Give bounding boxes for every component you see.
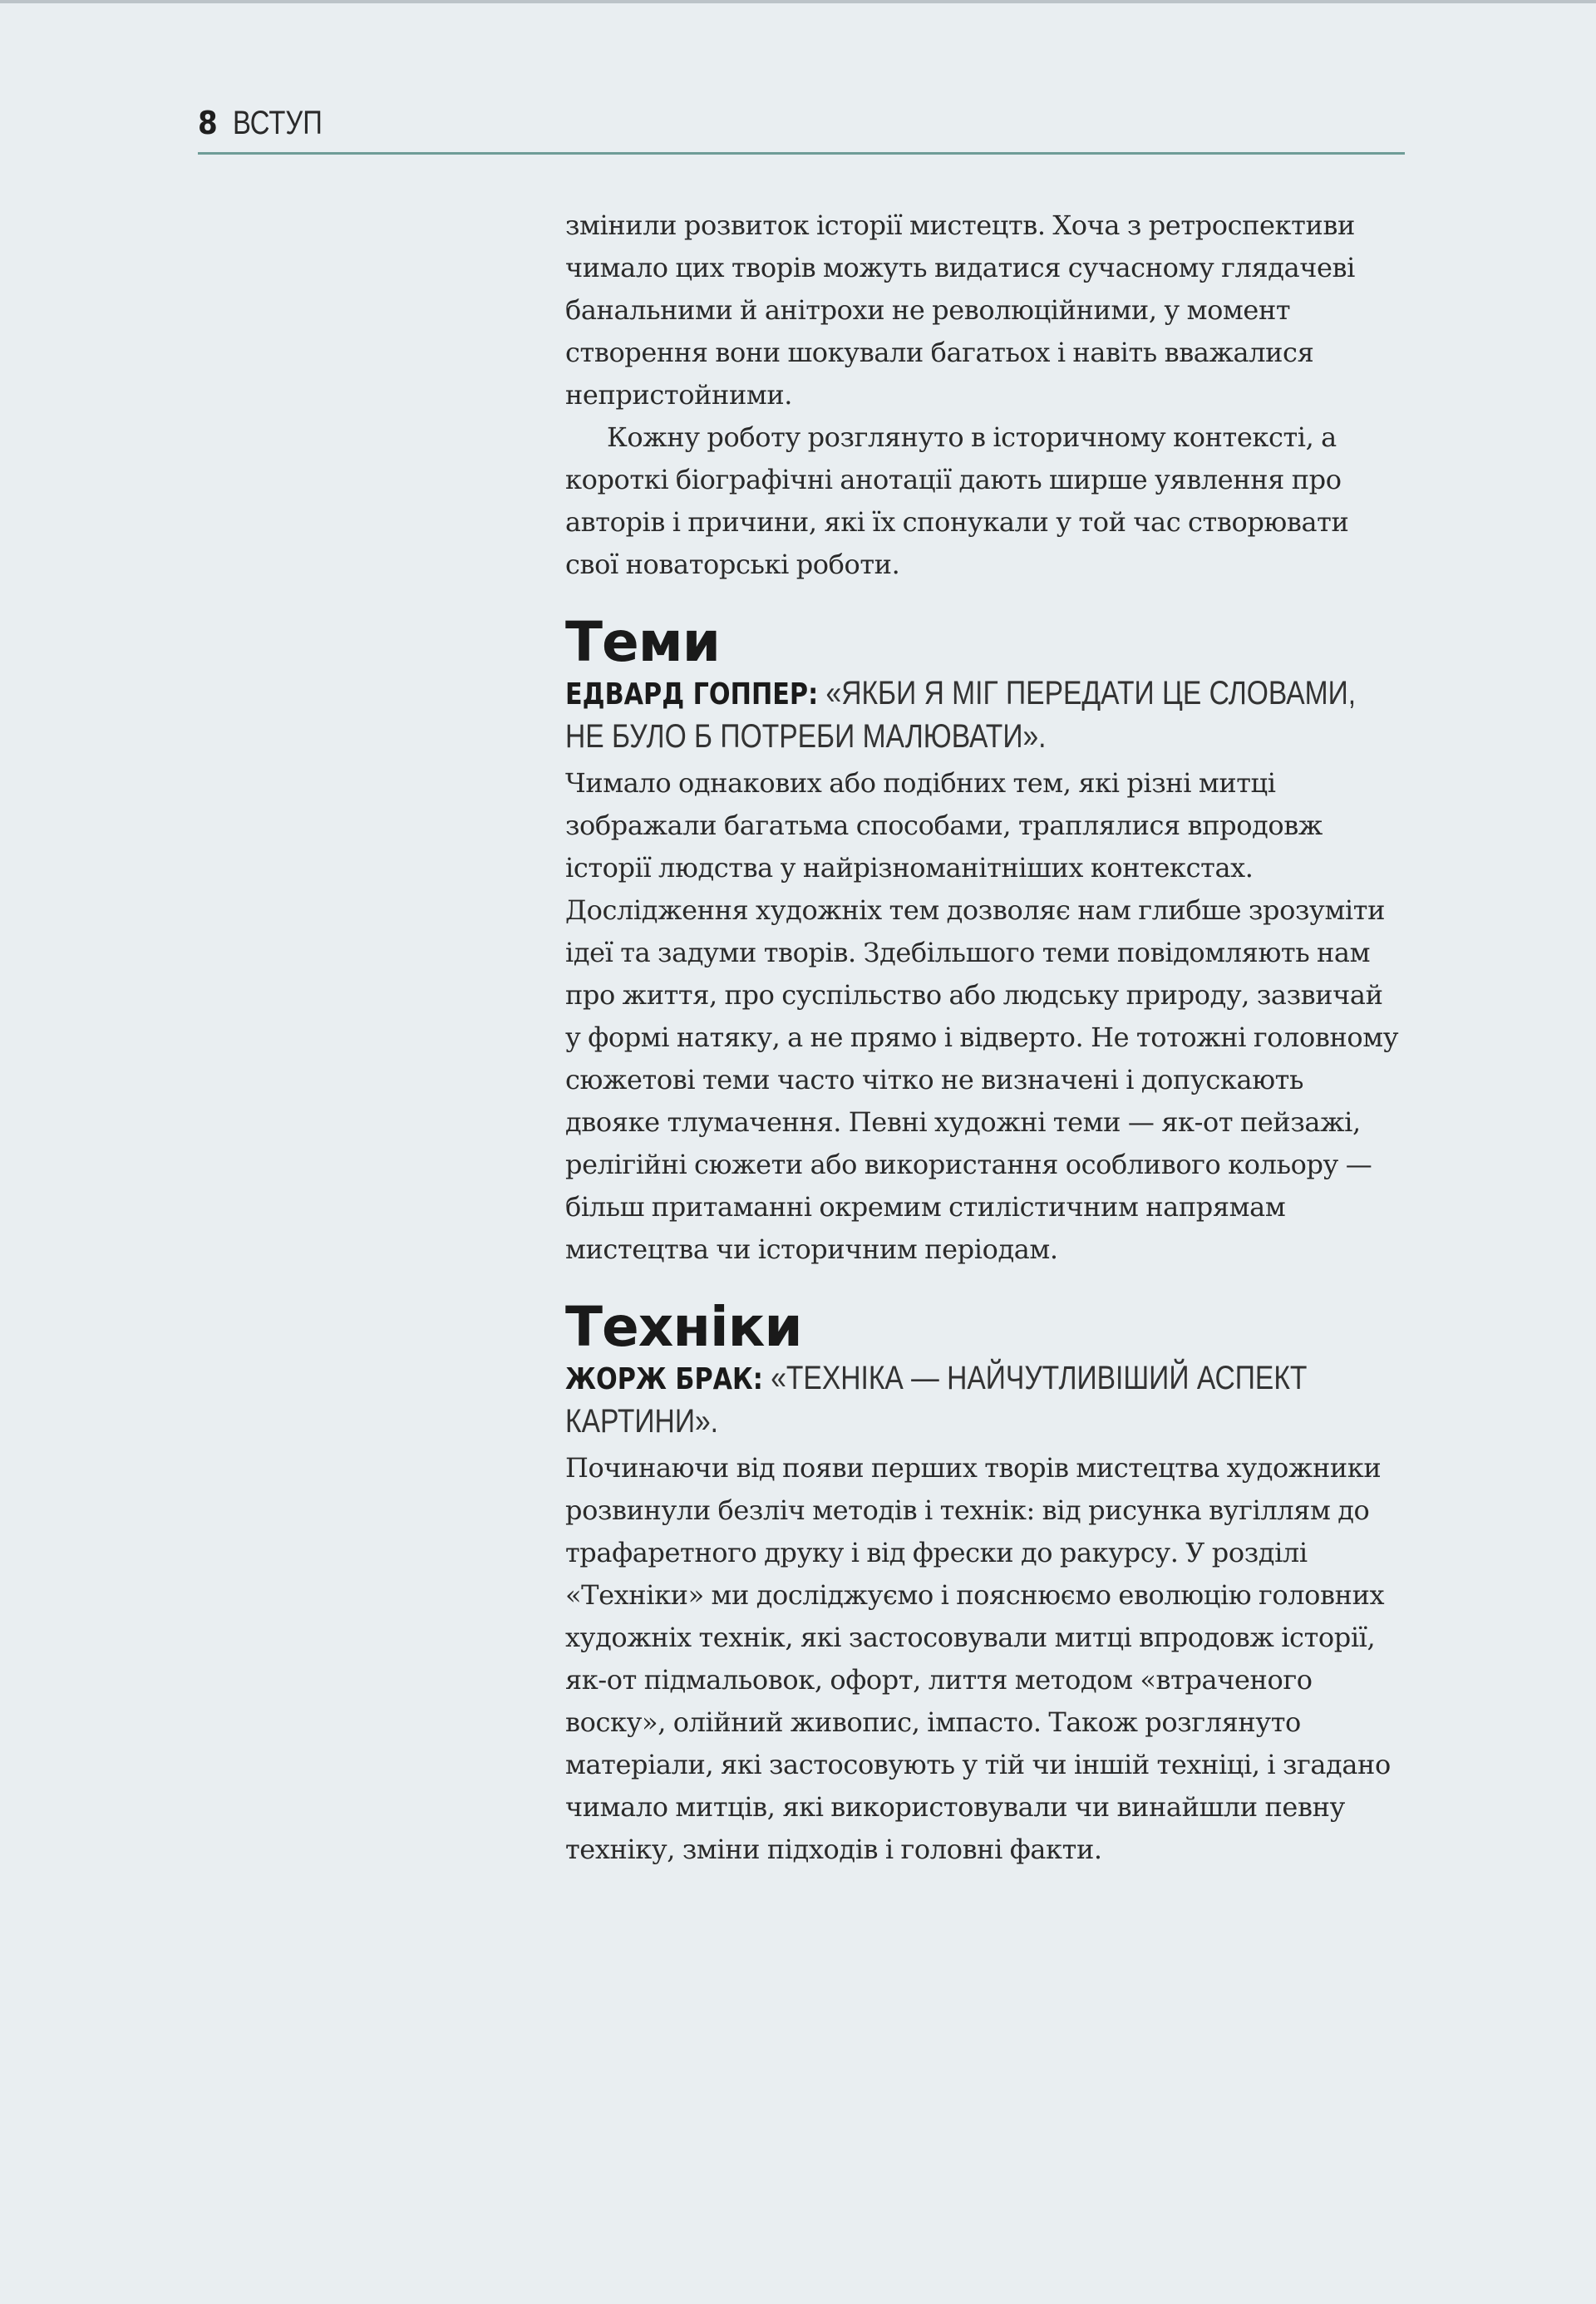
epigraph-author: ЖОРЖ БРАК: bbox=[565, 1362, 763, 1396]
section-themes bbox=[565, 610, 1405, 1271]
section-title: ВСТУП bbox=[232, 104, 323, 141]
intro-paragraph-2: Кожну роботу розглянуто в історичному контексті, а короткі біографічні анотації дають ширше уявлення про авторів і причини, які їх спонукали у той час створювати свої новаторські роботи. bbox=[565, 421, 1349, 580]
techniques-body: Починаючи від появи перших творів мистецтва художники розвинули безліч методів і технік: від рисунка вугіллям до трафаретного друку і від фрески до ракурсу. У розділі «Техніки» ми досліджуємо і пояснюємо еволюцію головних художніх технік, які застосовували митці впродовж історії, як-от підмальовок, офорт, лиття методом «втраченого воску», олійний живопис, імпасто. Також розглянуто матеріали, які застосовують у тій чи іншій техніці, і згадано чимало митців, які використовували чи винайшли певну техніку, зміни підходів і головні факти. bbox=[565, 1452, 1391, 1865]
epigraph-text: «ТЕХНІКА — НАЙЧУТЛИВІШИЙ АСПЕКТ КАРТИНИ». bbox=[565, 1360, 1308, 1440]
page-number: 8 bbox=[198, 105, 218, 141]
top-border bbox=[0, 0, 1596, 3]
header-divider bbox=[198, 152, 1405, 155]
section-heading-techniques: Техніки bbox=[565, 1295, 802, 1359]
section-techniques bbox=[565, 1297, 1405, 1871]
epigraph-themes bbox=[565, 672, 1396, 757]
section-heading-themes: Теми bbox=[565, 610, 720, 674]
epigraph-techniques bbox=[565, 1357, 1396, 1442]
themes-body: Чимало однакових або подібних тем, які різні митці зображали багатьма способами, траплялися впродовж історії людства у найрізноманітніших контекстах. Дослідження художніх тем дозволяє нам глибше зрозуміти ідеї та задуми творів. Здебільшого теми повідомляють нам про життя, про суспільство або людську природу, зазвичай у формі натяку, а не прямо і відверто. Не тотожні головному сюжетові теми часто чітко не визначені і допускають двояке тлумачення. Певні художні теми — як-от пейзажі, релігійні сюжети або використання особливого кольору — більш притаманні окремим стилістичним напрямам мистецтва чи історичним періодам. bbox=[565, 767, 1399, 1265]
text-column bbox=[565, 204, 1405, 1871]
running-head bbox=[198, 100, 342, 146]
epigraph-text: «ЯКБИ Я МІГ ПЕРЕДАТИ ЦЕ СЛОВАМИ, НЕ БУЛО Б ПОТРЕБИ МАЛЮВАТИ». bbox=[565, 675, 1357, 755]
intro-paragraph-1: змінили розвиток історії мистецтв. Хоча з ретроспективи чимало цих творів можуть видатися сучасному глядачеві банальними й анітрохи не революційними, у момент створення вони шокували багатьох і навіть вважалися непристойними. bbox=[565, 209, 1355, 411]
epigraph-author: ЕДВАРД ГОППЕР: bbox=[565, 677, 819, 711]
